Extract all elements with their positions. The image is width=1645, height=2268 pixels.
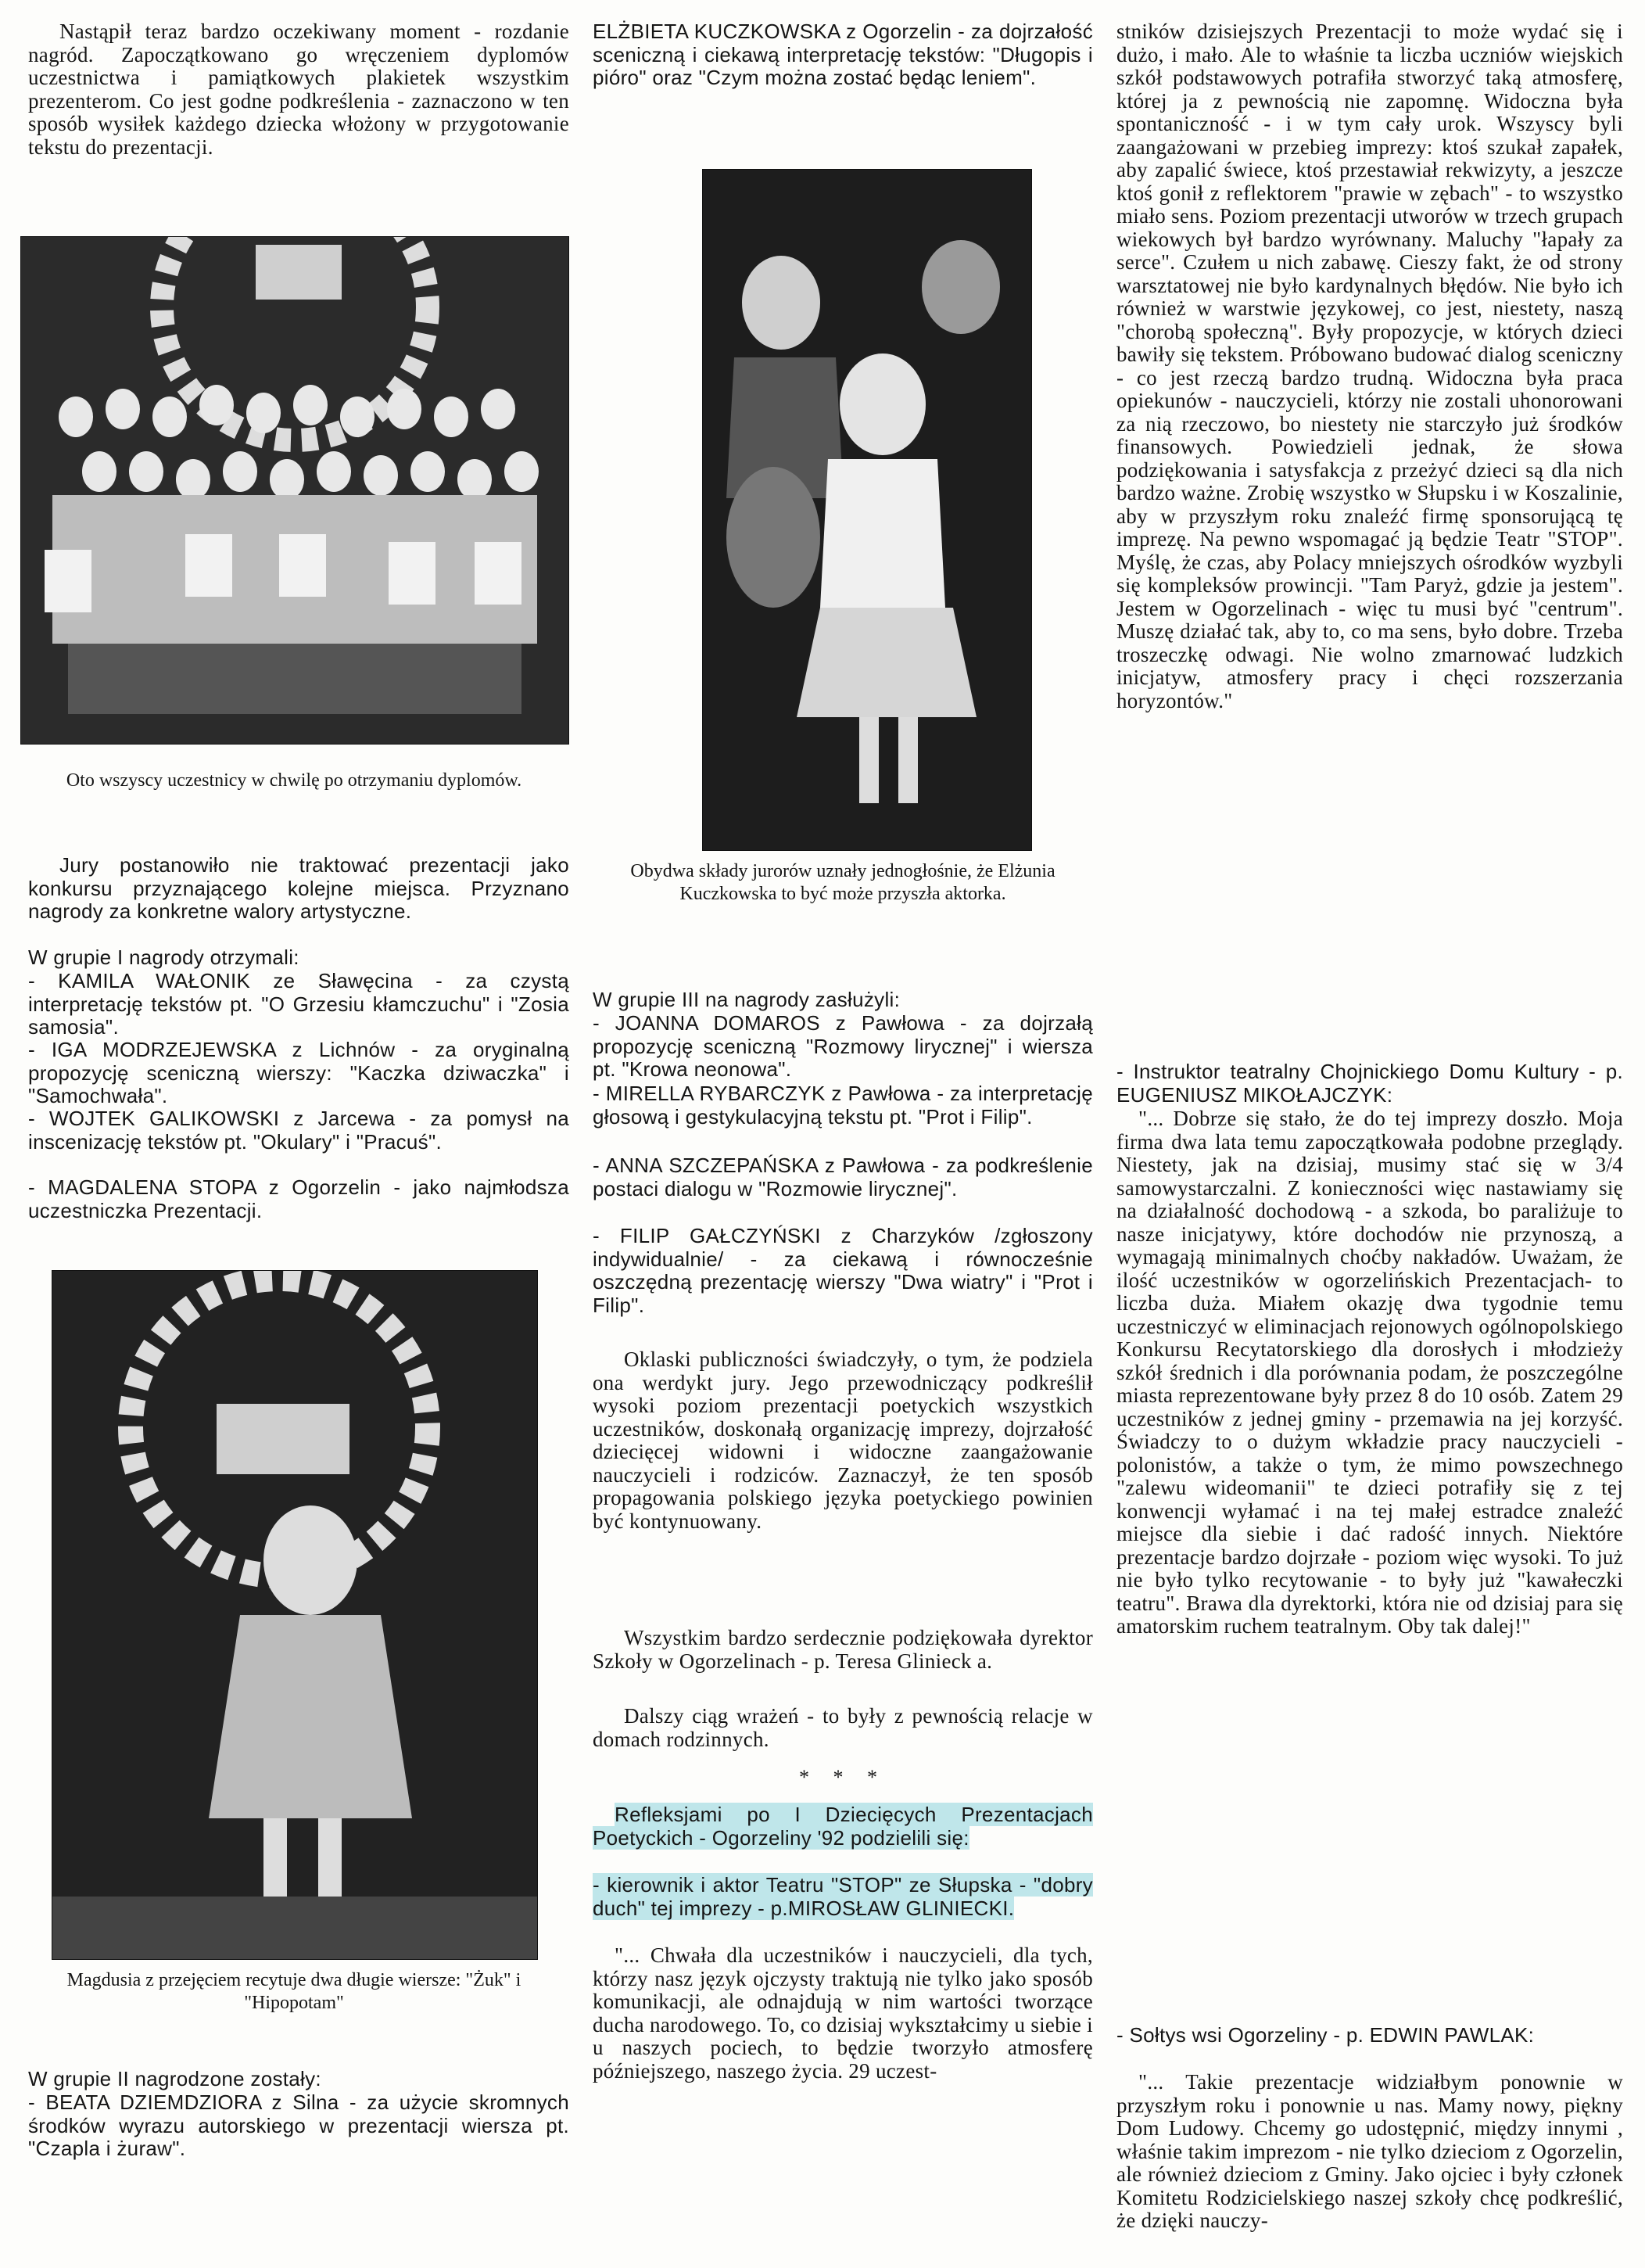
- soltys-quote: "... Takie prezentacje widziałbym ponownie w przyszłym roku i ponownie u nas. Mamy nowy, piękny Dom Ludowy. Chcemy go udostępnić, między innymi , właśnie takim imprezom - nie tylko dzieciom z Ogorzelin, ale również dzieciom z Gminy. Jako ojciec i były członek Komitetu Rodzicielskiego naszej szkoły chcę podkreślić, że dzięki nauczy-: [1116, 2070, 1623, 2232]
- jury-paragraph: Jury postanowiło nie traktować prezentacji jako konkursu przyznającego kolejne miejsca. Przyznano nagrody za konkretne walory artystyczne.: [28, 853, 569, 923]
- group3-item: - ANNA SZCZEPAŃSKA z Pawłowa - za podkreślenie postaci dialogu w "Rozmowie lirycznej".: [593, 1154, 1093, 1200]
- reflections-intro: Refleksjami po I Dziecięcych Prezentacjach Poetyckich - Ogorzeliny '92 podzielili się:: [593, 1803, 1093, 1850]
- group2-heading: W grupie II nagrodzone zostały:: [28, 2067, 321, 2090]
- group3-item: - MIRELLA RYBARCZYK z Pawłowa - za interpretację głosową i gestykulacyjną tekstu pt. "Prot i Filip".: [593, 1082, 1093, 1129]
- photo-girl-reciting: [52, 1270, 538, 1960]
- photo-group-caption: Oto wszyscy uczestnicy w chwilę po otrzymaniu dyplomów.: [66, 770, 522, 791]
- instructor-intro: - Instruktor teatralny Chojnickiego Domu Kultury - p. EUGENIUSZ MIKOŁAJCZYK:: [1116, 1060, 1623, 1107]
- thanks-paragraph: Wszystkim bardzo serdecznie podziękowała dyrektor Szkoły w Ogorzelinach - p. Teresa Glinieck a.: [593, 1626, 1093, 1673]
- gliniecki-quote-continued: stników dzisiejszych Prezentacji to może wydać się i dużo, i mało. Ale to właśnie ta liczba uczniów wiejskich szkół podstawowych potrafiła stworzyć taką atmosferę, której ja z pewnością nie zapomnę. Widoczna była spontaniczność - i w tym cały urok. Wszyscy byli zaangażowani w przebieg imprezy: ktoś szukał zapałek, aby zapalić świece, ktoś przestawiał rekwizyty, a jeszcze ktoś gonił z reflektorem "prawie w zębach" - to wszystko miało sens. Poziom prezentacji utworów w trzech grupach wiekowych był bardzo wyrównany. Maluchy "łapały za serce". Czułem u nich zabawę. Cieszy fakt, że od strony warsztatowej nie było kardynalnych błędów. Nie było ich również w warstwie językowej, co jest, niestety, naszą "chorobą społeczną". Były propozycje, w których dzieci bawiły się tekstem. Próbowano budować dialog sceniczny - co jest rzeczą bardzo trudną. Widoczna była praca opiekunów - nauczycieli, którzy nie zostali uhonorowani za nią rzeczowo, bo niestety nie starczyło już środków finansowych. Powiedzieli jednak, że słowa podziękowania i satysfakcja z przeżyć dzieci są dla nich bardzo ważne. Zrobię wszystko w Słupsku i w Koszalinie, aby w przyszłym roku znaleźć firmę sponsorującą tę imprezę. Na pewno wspomagać ją będzie Teatr "STOP". Myślę, że czas, aby Polacy mniejszych ośrodków wyzbyli się kompleksów prowincji. "Tam Paryż, gdzie ja jestem". Jestem w Ogorzelinach - więc tu musi być "centrum". Muszę działać tak, aby to, co ma sens, było dobre. Trzeba troszeczkę odwagi. Nie wolno zmarnować ludzkich inicjatyw, atmosfery pracy i chęci rozszerzania horyzontów.": [1116, 20, 1623, 712]
- group1-item: - WOJTEK GALIKOWSKI z Jarcewa - za pomysł na inscenizację tekstów pt. "Okulary" i "Pracuś".: [28, 1107, 569, 1154]
- group1-item: - IGA MODRZEJEWSKA z Lichnów - za oryginalną propozycję sceniczną wierszy: "Kaczka dziwaczka" i "Samochwała".: [28, 1038, 569, 1107]
- instructor-quote: "... Dobrze się stało, że do tej imprezy doszło. Moja firma dwa lata temu zapoczątkowała podobne przeglądy. Niestety, jak na dzisiaj, musimy stać się w 3/4 samowystarczalni. Z konieczności więc nastawiamy się na działalność dochodową - a szkoda, bo paraliżuje to nasze inicjatywy, które dochodów nie przynoszą, a wymagają minimalnych choćby nakładów. Uważam, że ilość uczestników w ogorzelińskich Prezentacjach- to liczba duża. Miałem okazję dwa tygodnie temu uczestniczyć w eliminacjach rejonowych ogólnopolskiego Konkursu Recytatorskiego dla dorosłych i młodzieży szkół średnich i dla porównania podam, że poszczególne miasta reprezentowane były przez 8 do 10 osób. Zatem 29 uczestników z jednej gminy - przemawia na jej korzyść. Świadczy to o dużym wkładzie pracy nauczycieli - polonistów, a także o tym, że mimo powszechnego "zalewu wideomanii" te dzieci potrafiły się z tej konwencji wyłamać i na tej małej estradce znaleźć miejsce dla siebie i dać radość innych. Niektóre prezentacje bardzo dojrzałe - poziom więc wysoki. To już nie było tylko recytowanie - to były już "kawałeczki teatru". Brawa dla dyrektorki, która nie od dzisiaj para się amatorskim ruchem teatralnym. Oby tak dalej!": [1116, 1107, 1623, 1638]
- photo-elzunia: [702, 169, 1032, 851]
- group3-item: - JOANNA DOMAROS z Pawłowa - za dojrzałą propozycję sceniczną "Rozmowy lirycznej" i wiersza pt. "Krowa neonowa".: [593, 1011, 1093, 1081]
- further-paragraph: Dalszy ciąg wrażeń - to były z pewnością relacje w domach rodzinnych.: [593, 1704, 1093, 1751]
- group2-item: - BEATA DZIEMDZIORA z Silna - za użycie skromnych środków wyrazu autorskiego w prezentacji wiersza pt. "Czapla i żuraw".: [28, 2090, 569, 2160]
- gliniecki-quote: "... Chwała dla uczestników i nauczycieli, dla tych, którzy nasz język ojczysty traktują nie tylko jako sposób komunikacji, ale odnajdują w nim wartości tworzące ducha narodowego. To, co dzisiaj wykształcimy u siebie i u naszych pociech, to będzie tworzyło atmosferę późniejszego, naszego życia. 29 uczest-: [593, 1943, 1093, 2083]
- group1-item: - MAGDALENA STOPA z Ogorzelin - jako najmłodsza uczestniczka Prezentacji.: [28, 1175, 569, 1222]
- gliniecki-intro: - kierownik i aktor Teatru "STOP" ze Słupska - "dobry duch" tej imprezy - p.MIROSŁAW GLINIECKI.: [593, 1873, 1093, 1920]
- photo-girl-caption: Magdusia z przejęciem recytuje dwa długie wiersze: "Żuk" i "Hipopotam": [66, 1970, 521, 2013]
- group3-item: - FILIP GAŁCZYŃSKI z Charzyków /zgłoszony indywidualnie/ - za ciekawą i równocześnie oszczędną prezentację wierszy "Dwa wiatry" i "Prot i Filip".: [593, 1224, 1093, 1317]
- soltys-intro: - Sołtys wsi Ogorzeliny - p. EDWIN PAWLAK:: [1116, 2023, 1535, 2047]
- applause-paragraph: Oklaski publiczności świadczyły, o tym, że podziela ona werdykt jury. Jego przewodniczący podkreślił wysoki poziom prezentacji poetyckich wszystkich uczestników, doskonałą organizację imprezy, dojrzałość dziecięcej widowni i widoczne zaangażowanie nauczycieli i rodziców. Zaznaczył, że ten sposób propagowania polskiego języka poetyckiego powinien być kontynuowany.: [593, 1348, 1093, 1533]
- group1-heading: W grupie I nagrody otrzymali:: [28, 946, 299, 969]
- photo-elzunia-caption: Obydwa składy jurorów uznały jednogłośnie, że Elżunia Kuczkowska to być może przyszła aktorka.: [630, 861, 1055, 904]
- kuczkowska-award: ELŻBIETA KUCZKOWSKA z Ogorzelin - za dojrzałość sceniczną i ciekawą interpretację tekstów: "Długopis i pióro" oraz "Czym można zostać będąc leniem".: [593, 20, 1093, 89]
- photo-group-participants: [20, 236, 569, 745]
- group3-heading: W grupie III na nagrody zasłużyli:: [593, 988, 901, 1011]
- section-separator: * * *: [799, 1766, 887, 1789]
- group1-item: - KAMILA WAŁONIK ze Sławęcina - za czystą interpretację tekstów pt. "O Grzesiu kłamczuchu" i "Zosia samosia".: [28, 969, 569, 1039]
- article-intro: Nastąpił teraz bardzo oczekiwany moment - rozdanie nagród. Zapoczątkowano go wręczeniem dyplomów uczestnictwa i pamiątkowych plakietek wszystkim prezenterom. Co jest godne podkreślenia - zaznaczono w ten sposób wysiłek każdego dziecka włożony w przygotowanie tekstu do prezentacji.: [28, 20, 569, 159]
